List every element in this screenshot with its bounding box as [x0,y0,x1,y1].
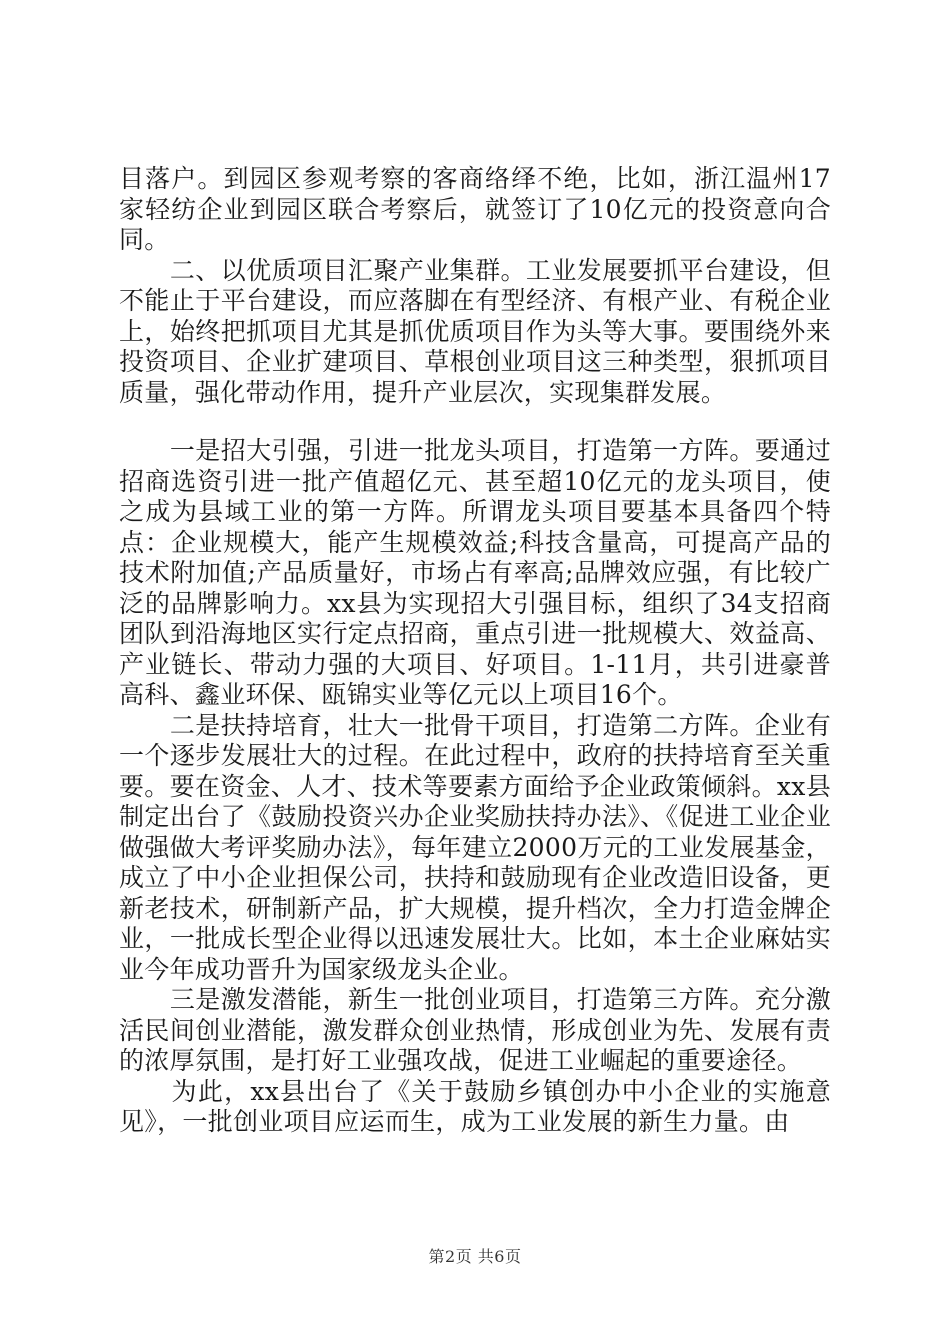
paragraph-3: 一是招大引强，引进一批龙头项目，打造第一方阵。要通过招商选资引进一批产值超亿元、甚至超10亿元的龙头项目，使之成为县域工业的第一方阵。所谓龙头项目要基本具备四个特点：企业规模大，能产生规模效益;科技含量高，可提高产品的技术附加值;产品质量好，市场占有率高;品牌效应强，有比较广泛的品牌影响力。xx县为实现招大引强目标，组织了34支招商团队到沿海地区实行定点招商，重点引进一批规模大、效益高、产业链长、带动力强的大项目、好项目。1-11月，共引进豪普高科、鑫业环保、瓯锦实业等亿元以上项目16个。 [119,436,831,709]
paragraph-2: 二、以优质项目汇聚产业集群。工业发展要抓平台建设，但不能止于平台建设，而应落脚在有型经济、有根产业、有税企业上，始终把抓项目尤其是抓优质项目作为头等大事。要围绕外来投资项目、企业扩建项目、草根创业项目这三种类型，狠抓项目质量，强化带动作用，提升产业层次，实现集群发展。 [119,255,831,407]
document-body [119,164,831,1138]
paragraph-5: 三是激发潜能，新生一批创业项目，打造第三方阵。充分激活民间创业潜能，激发群众创业热情，形成创业为先、发展有责的浓厚氛围，是打好工业强攻战，促进工业崛起的重要途径。 [119,985,831,1075]
page-number-footer: 第2页 共6页 [428,1247,522,1266]
paragraph-4: 二是扶持培育，壮大一批骨干项目，打造第二方阵。企业有一个逐步发展壮大的过程。在此过程中，政府的扶持培育至关重要。要在资金、人才、技术等要素方面给予企业政策倾斜。xx县制定出台了《鼓励投资兴办企业奖励扶持办法》、《促进工业企业做强做大考评奖励办法》，每年建立2000万元的工业发展基金，成立了中小企业担保公司，扶持和鼓励现有企业改造旧设备，更新老技术，研制新产品，扩大规模，提升档次，全力打造金牌企业，一批成长型企业得以迅速发展壮大。比如，本土企业麻姑实业今年成功晋升为国家级龙头企业。 [119,710,831,984]
paragraph-6: 为此，xx县出台了《关于鼓励乡镇创办中小企业的实施意见》，一批创业项目应运而生，成为工业发展的新生力量。由 [119,1076,831,1136]
paragraph-1: 目落户。到园区参观考察的客商络绎不绝，比如，浙江温州17家轻纺企业到园区联合考察后，就签订了10亿元的投资意向合同。 [119,164,831,254]
